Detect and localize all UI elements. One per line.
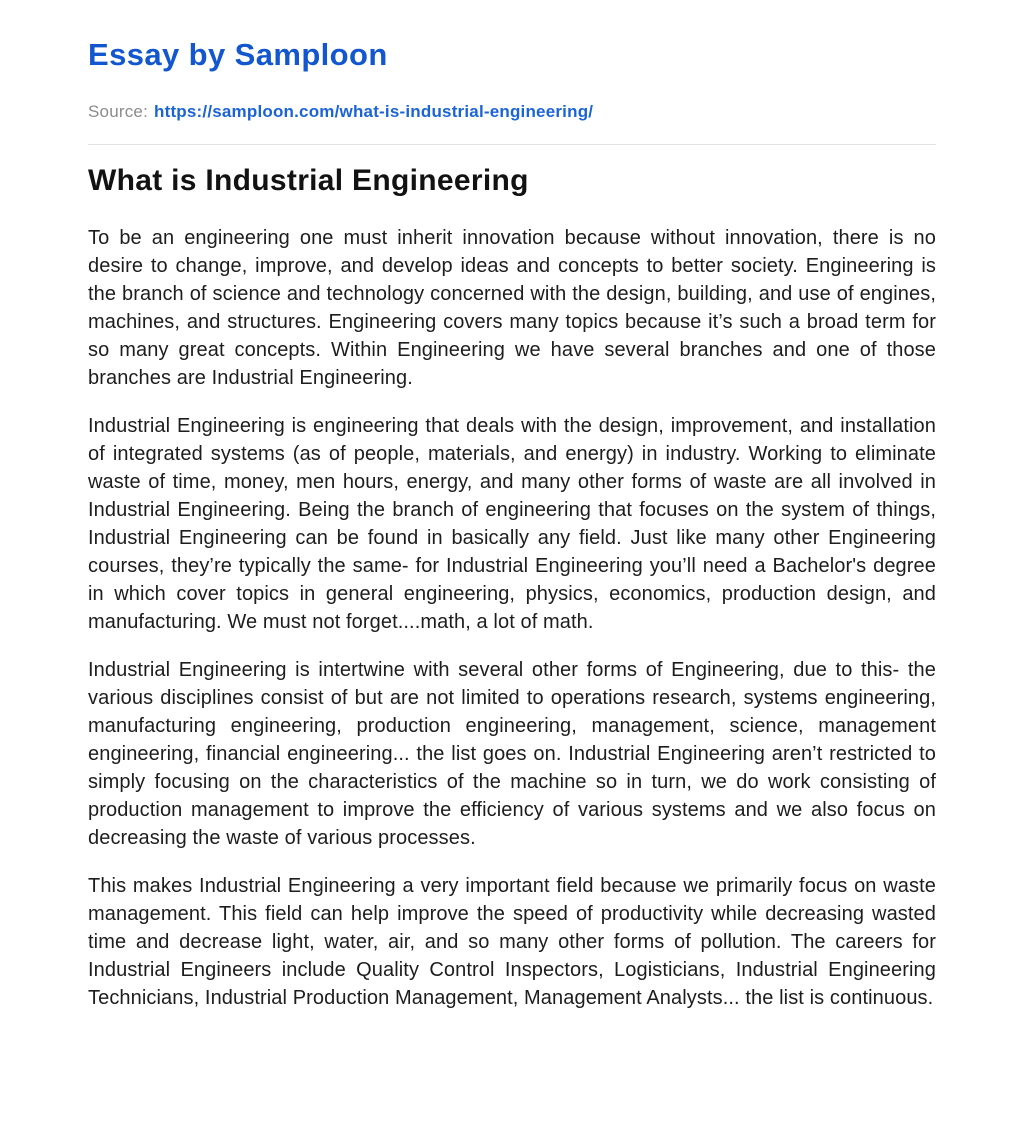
source-label: Source: — [88, 102, 148, 121]
brand-title: Essay by Samploon — [88, 37, 388, 72]
page-header — [88, 36, 936, 145]
essay-paragraph: This makes Industrial Engineering a very important field because we primarily focus on waste management. This field can help improve the speed of productivity while decreasing wasted time and decrease light, water, air, and so many other forms of pollution. The careers for Industrial Engineers include Quality Control Inspectors, Logisticians, Industrial Engineering Technicians, Industrial Production Management, Management Analysts... the list is continuous. — [88, 875, 936, 1009]
source-link[interactable]: https://samploon.com/what-is-industrial-engineering/ — [154, 102, 594, 121]
essay-paragraph: Industrial Engineering is engineering that deals with the design, improvement, and installation of integrated systems (as of people, materials, and energy) in industry. Working to eliminate waste of time, money, men hours, energy, and many other forms of waste are all involved in Industrial Engineering. Being the branch of engineering that focuses on the system of things, Industrial Engineering can be found in basically any field. Just like many other Engineering courses, they’re typically the same- for Industrial Engineering you’ll need a Bachelor's degree in which cover topics in general engineering, physics, economics, production design, and manufacturing. We must not forget....math, a lot of math. — [88, 415, 936, 633]
essay-paragraph: To be an engineering one must inherit innovation because without innovation, there is no desire to change, improve, and develop ideas and concepts to better society. Engineering is the branch of science and technology concerned with the design, building, and use of engines, machines, and structures. Engineering covers many topics because it’s such a broad term for so many great concepts. Within Engineering we have several branches and one of those branches are Industrial Engineering. — [88, 227, 936, 389]
source-row — [88, 101, 936, 123]
essay-paragraph: Industrial Engineering is intertwine with several other forms of Engineering, due to this- the various disciplines consist of but are not limited to operations research, systems engineering, manufacturing engineering, production engineering, management, science, management engineering, financial engineering... the list goes on. Industrial Engineering aren’t restricted to simply focusing on the characteristics of the machine so in turn, we do work consisting of production management to improve the efficiency of various systems and we also focus on decreasing the waste of various processes. — [88, 659, 936, 849]
essay-article — [88, 162, 936, 1012]
article-title: What is Industrial Engineering — [88, 164, 529, 197]
header-divider — [88, 144, 936, 145]
article-body — [88, 224, 936, 1012]
